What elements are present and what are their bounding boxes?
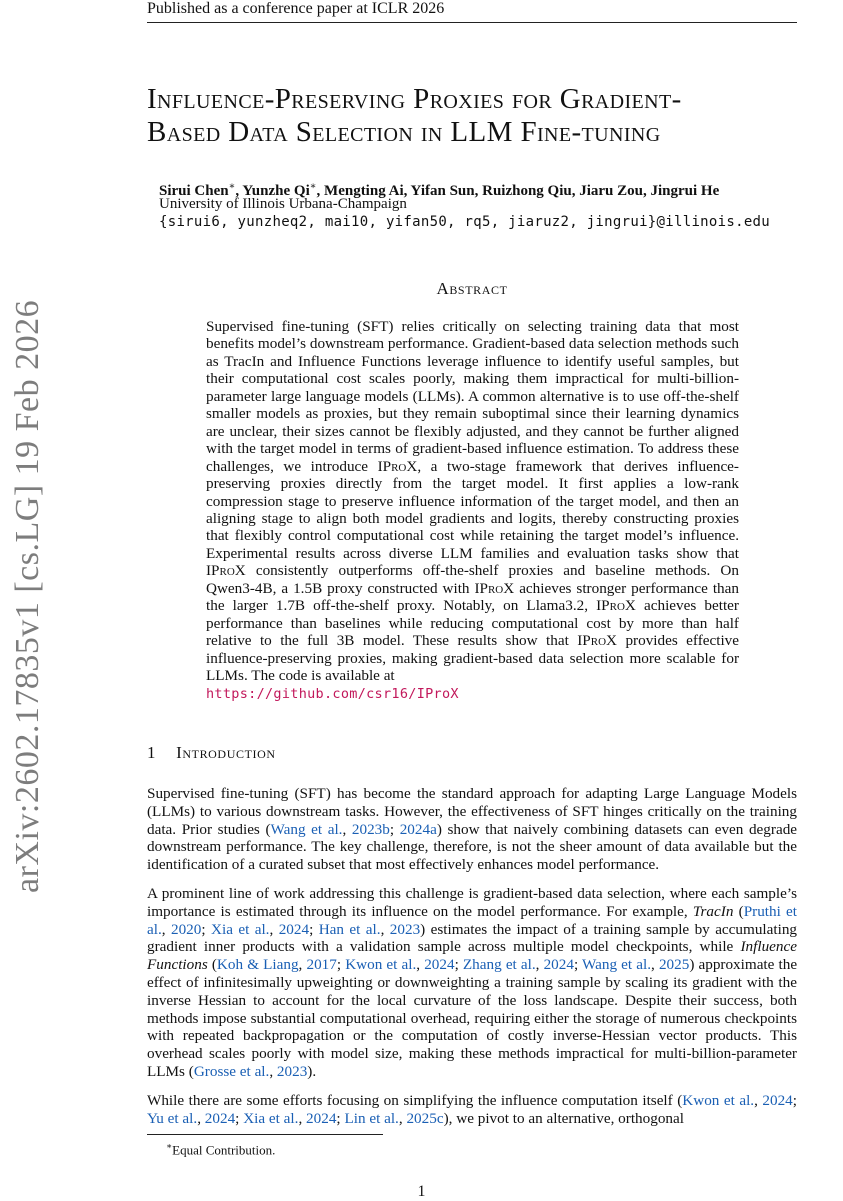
affiliation: University of Illinois Urbana-Champaign xyxy=(159,196,407,212)
paragraph-text: , xyxy=(754,1091,763,1109)
method-name: IProX xyxy=(474,579,515,597)
citation-link[interactable]: Xia et al. xyxy=(243,1109,299,1127)
equal-contribution-mark: ∗ xyxy=(309,181,317,192)
footnote-mark: ∗ xyxy=(166,1141,173,1151)
paragraph-text: , xyxy=(416,956,425,974)
citation-link[interactable]: 2024 xyxy=(543,956,574,974)
citation-link[interactable]: Wang et al. xyxy=(270,820,343,838)
citation-link[interactable]: 2023 xyxy=(389,920,421,938)
paragraph-text: ; xyxy=(336,956,346,974)
citation-link[interactable]: 2023 xyxy=(276,1062,308,1080)
paragraph-text: ; xyxy=(573,956,583,974)
citation-link[interactable]: Yu et al. xyxy=(147,1109,198,1127)
paragraph-text: ; xyxy=(201,920,211,938)
citation-link[interactable]: Lin et al. xyxy=(344,1109,399,1127)
citation-link[interactable]: Wang et al. xyxy=(582,956,652,974)
method-name: IProX xyxy=(577,632,618,650)
citation-link[interactable]: Xia et al. xyxy=(211,920,270,938)
title-line-2: Based Data Selection in LLM Fine-tuning xyxy=(147,116,661,148)
paragraph-text: ; xyxy=(235,1109,244,1127)
abstract-body xyxy=(206,318,739,703)
citation-link[interactable]: 2023b xyxy=(351,820,390,838)
paragraph xyxy=(147,1092,797,1128)
running-header: Published as a conference paper at ICLR 2026 xyxy=(147,0,797,23)
abstract-text: , a two-stage framework that derives influence-preserving proxies directly from the target model. It first applies a low-rank compression stage to preserve influence information of the target model, and then an aligning stage to align both model gradients and logits, thereby constructing proxies that flexibly control computational cost while retaining the target model’s influence. Experimental results across diverse LLM families and evaluation tasks show that xyxy=(206,457,739,562)
citation-link[interactable]: Grosse et al. xyxy=(193,1062,270,1080)
citation-link[interactable]: 2024 xyxy=(204,1109,236,1127)
method-name: IProX xyxy=(206,562,246,580)
author-name: , Yunzhe Qi xyxy=(235,183,310,199)
section-heading-introduction xyxy=(147,743,276,763)
abstract-text: achieves stronger performance than the larger 1.7B off-the-shelf proxy. Notably, on Llama3.2, xyxy=(206,579,739,615)
footnote-divider xyxy=(147,1134,383,1135)
paragraph-text: ; xyxy=(792,1091,797,1109)
citation-link[interactable]: Han et al. xyxy=(318,920,381,938)
citation-link[interactable]: Koh & Liang xyxy=(216,956,299,974)
paragraph-text: ( xyxy=(207,956,217,974)
citation-link[interactable]: 2020 xyxy=(170,920,202,938)
title-line-1: Influence-Preserving Proxies for Gradient- xyxy=(147,83,682,115)
paragraph-text: , xyxy=(298,1109,307,1127)
paragraph xyxy=(147,785,797,874)
paragraph-text: , xyxy=(161,920,171,938)
paragraph-text: , xyxy=(269,1062,277,1080)
author-emails: {sirui6, yunzheq2, mai10, yifan50, rq5, jiaruz2, jingrui}@illinois.edu xyxy=(159,214,771,230)
citation-link[interactable]: 2024 xyxy=(424,956,455,974)
paragraph-text: , xyxy=(380,920,390,938)
paragraph-text: A prominent line of work addressing this challenge is gradient-based data selection, where each sample’s importance is estimated through its influence on the model performance. For example, xyxy=(147,884,797,920)
citation-link[interactable]: Zhang et al. xyxy=(462,956,536,974)
citation-link[interactable]: 2024 xyxy=(278,920,310,938)
footnote-text: Equal Contribution. xyxy=(172,1142,276,1158)
method-name: Influence Functions xyxy=(147,938,797,974)
citation-link[interactable]: 2025 xyxy=(658,956,690,974)
author-name: Sirui Chen xyxy=(159,183,229,199)
abstract-text: provides effective influence-preserving proxies, making gradient-based data selection more scalable for LLMs. The code is available at xyxy=(206,632,740,685)
paragraph-text: ; xyxy=(454,956,463,974)
paragraph-text: , xyxy=(197,1109,205,1127)
code-link[interactable]: https://github.com/csr16/IProX xyxy=(206,685,459,702)
introduction-body xyxy=(147,785,797,1138)
paragraph-text: , xyxy=(535,956,544,974)
abstract-heading: Abstract xyxy=(436,279,508,298)
paragraph-text: , xyxy=(651,956,659,974)
paragraph-text: ; xyxy=(389,820,400,838)
arxiv-stamp[interactable]: arXiv:2602.17835v1 [cs.LG] 19 Feb 2026 xyxy=(9,299,46,893)
citation-link[interactable]: 2025c xyxy=(406,1109,444,1127)
section-number: 1 xyxy=(147,743,157,762)
paragraph-text: , xyxy=(398,1109,407,1127)
paragraph-text: , xyxy=(342,820,352,838)
citation-link[interactable]: Kwon et al. xyxy=(345,956,417,974)
citation-link[interactable]: 2024 xyxy=(306,1109,337,1127)
paragraph-text: ), we pivot to an alternative, orthogonal xyxy=(443,1109,684,1127)
abstract-text: achieves better performance than baselines while reducing computational cost by more than half relative to the full 3B model. These results show that xyxy=(206,597,739,650)
method-name: TracIn xyxy=(692,902,734,920)
abstract-text: Supervised fine-tuning (SFT) relies critically on selecting training data that most benefits model’s downstream performance. Gradient-based data selection methods such as TracIn and Influence Functions leverage influence to identify useful samples, but their computational cost scales poorly, making them impractical for multi-billion-parameter large language models (LLMs). A common alternative is to use off-the-shelf smaller models as proxies, but they remain suboptimal since their learning dynamics are unclear, their sizes cannot be flexibly adjusted, and they cannot be further aligned with the target model in terms of gradient-based influence estimation. To address these challenges, we introduce xyxy=(206,318,739,475)
paragraph-text: While there are some efforts focusing on simplifying the influence computation itself ( xyxy=(147,1091,683,1109)
paragraph-text: ) estimates the impact of a training sample by accumulating gradient inner products with a validation sample across multiple model checkpoints, while xyxy=(147,920,798,956)
citation-link[interactable]: 2024a xyxy=(399,820,437,838)
citation-link[interactable]: 2017 xyxy=(306,956,337,974)
paragraph-text: ; xyxy=(309,920,319,938)
equal-contribution-mark: ∗ xyxy=(228,181,236,192)
paragraph-text: Supervised fine-tuning (SFT) has become the standard approach for adapting Large Language Models (LLMs) to various downstream tasks. However, the effectiveness of SFT hinges critically on the training data. Prior studies ( xyxy=(147,785,797,838)
citation-link[interactable]: Kwon et al. xyxy=(682,1091,755,1109)
citation-link[interactable]: 2024 xyxy=(762,1091,793,1109)
paragraph-text: ( xyxy=(733,902,744,920)
paragraph-text: , xyxy=(298,956,307,974)
abstract-text: consistently outperforms off-the-shelf proxies and baseline methods. On Qwen3-4B, a 1.5B proxy constructed with xyxy=(206,562,739,597)
method-name: IProX xyxy=(377,457,418,475)
paper-title xyxy=(147,83,807,149)
method-name: IProX xyxy=(596,597,636,615)
paragraph-text: ). xyxy=(307,1062,317,1080)
paragraph-text: ; xyxy=(336,1109,345,1127)
author-names: , Mengting Ai, Yifan Sun, Ruizhong Qiu, Jiaru Zou, Jingrui He xyxy=(316,183,720,199)
section-title: Introduction xyxy=(176,743,276,762)
footnote xyxy=(166,1138,275,1158)
paragraph xyxy=(147,885,797,1081)
paragraph-text: ) show that naively combining datasets can even degrade downstream performance. The key challenge, therefore, is not the sheer amount of data available but the identification of a curated subset that most effectively enhances model performance. xyxy=(147,820,798,874)
paragraph-text: ) approximate the effect of infinitesimally upweighting or downweighting a training sample by scaling its gradient with the inverse Hessian to account for the local curvature of the loss landscape. Despite their success, both methods impose substantial computational overhead, requiring either the storage of numerous checkpoints with repeated backpropagation or the computation of costly inverse-Hessian vector products. This overhead scales poorly with model size, making these methods impractical for multi-billion-parameter LLMs ( xyxy=(147,956,798,1080)
paragraph-text: , xyxy=(269,920,279,938)
page-number: 1 xyxy=(417,1183,426,1200)
citation-link[interactable]: Pruthi et al. xyxy=(147,902,798,938)
